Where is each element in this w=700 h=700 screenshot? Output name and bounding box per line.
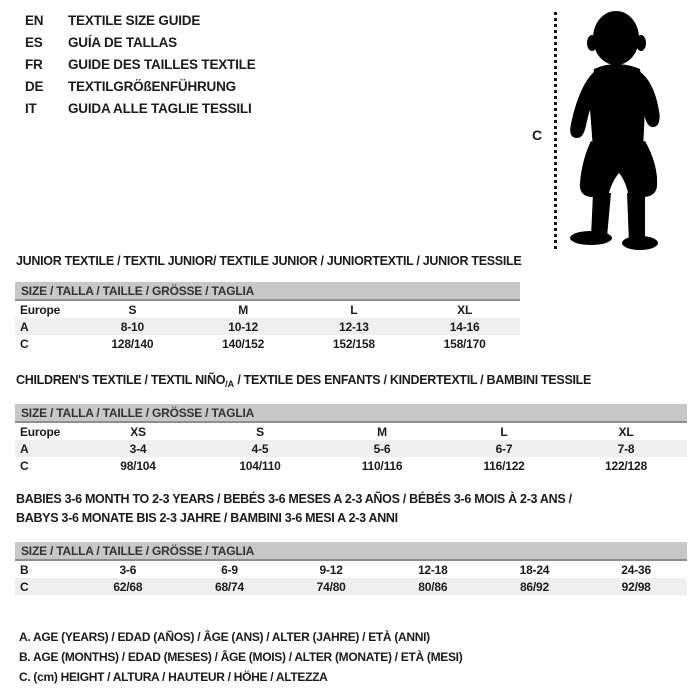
size-cell: 98/104 bbox=[120, 458, 156, 473]
lang-code: EN bbox=[25, 12, 44, 28]
row-label: C bbox=[20, 336, 29, 351]
size-cell: XL bbox=[618, 424, 634, 439]
size-cell: 24-36 bbox=[621, 562, 651, 577]
table-row bbox=[15, 457, 687, 474]
size-header-bar: SIZE / TALLA / TAILLE / GRÖSSE / TAGLIA bbox=[15, 282, 520, 301]
size-cell: 104/110 bbox=[239, 458, 281, 473]
size-cell: 10-12 bbox=[228, 319, 258, 334]
size-cell: 80/86 bbox=[418, 579, 448, 594]
size-cell: 3-4 bbox=[129, 441, 147, 456]
size-cell: 6-7 bbox=[495, 441, 513, 456]
row-label: A bbox=[20, 441, 29, 456]
size-cell: 7-8 bbox=[617, 441, 635, 456]
table-row bbox=[15, 335, 520, 352]
height-dotted-line bbox=[554, 12, 557, 252]
size-cell: 18-24 bbox=[519, 562, 550, 577]
size-cell: 116/122 bbox=[483, 458, 525, 473]
children-size-table bbox=[15, 404, 687, 474]
size-cell: 3-6 bbox=[119, 562, 137, 577]
babies-size-table bbox=[15, 542, 687, 595]
size-cell: 62/68 bbox=[113, 579, 143, 594]
size-cell: L bbox=[500, 424, 508, 439]
size-cell: 92/98 bbox=[621, 579, 651, 594]
size-cell: 152/158 bbox=[332, 336, 375, 351]
junior-table-title: JUNIOR TEXTILE / TEXTIL JUNIOR/ TEXTILE JUNIOR / JUNIORTEXTIL / JUNIOR TESSILE bbox=[16, 254, 522, 268]
size-cell: 128/140 bbox=[111, 336, 154, 351]
size-cell: 86/92 bbox=[519, 579, 549, 594]
lang-label: TEXTILE SIZE GUIDE bbox=[68, 12, 201, 28]
row-label: A bbox=[20, 319, 29, 334]
size-cell: 158/170 bbox=[443, 336, 486, 351]
row-label: C bbox=[20, 458, 29, 473]
size-cell: 5-6 bbox=[373, 441, 391, 456]
size-cell: 122/128 bbox=[605, 458, 647, 473]
children-title-sub: /A bbox=[225, 379, 235, 389]
lang-label: GUÍA DE TALLAS bbox=[68, 34, 177, 50]
height-measure-figure bbox=[518, 9, 688, 257]
children-title-post: / TEXTILE DES ENFANTS / KINDERTEXTIL / BAMBINI TESSILE bbox=[234, 373, 592, 387]
size-cell: 9-12 bbox=[319, 562, 343, 577]
footnote-c: C. (cm) HEIGHT / ALTURA / HAUTEUR / HÖHE / ALTEZZA bbox=[19, 670, 328, 684]
size-cell: 74/80 bbox=[316, 579, 346, 594]
size-cell: XS bbox=[130, 424, 146, 439]
size-cell: S bbox=[256, 424, 264, 439]
lang-row-es bbox=[25, 31, 256, 53]
size-cell: 12-18 bbox=[417, 562, 448, 577]
lang-code: ES bbox=[25, 34, 43, 50]
table-row bbox=[15, 561, 687, 578]
row-label: Europe bbox=[20, 302, 61, 317]
size-cell: 6-9 bbox=[221, 562, 238, 577]
lang-row-fr bbox=[25, 53, 256, 75]
figure-label-c: C bbox=[532, 127, 542, 143]
table-row bbox=[15, 440, 687, 457]
row-label: C bbox=[20, 579, 29, 594]
lang-code: DE bbox=[25, 78, 44, 94]
lang-row-it bbox=[25, 97, 256, 119]
size-header-bar: SIZE / TALLA / TAILLE / GRÖSSE / TAGLIA bbox=[15, 542, 687, 561]
size-cell: 140/152 bbox=[222, 336, 265, 351]
children-title-pre: CHILDREN'S TEXTILE / TEXTIL NIÑO bbox=[16, 373, 226, 387]
size-cell: 68/74 bbox=[214, 579, 244, 594]
size-cell: 4-5 bbox=[251, 441, 269, 456]
size-cell: 12-13 bbox=[339, 319, 369, 334]
lang-label: TEXTILGRÖßENFÜHRUNG bbox=[68, 78, 236, 94]
language-title-list bbox=[25, 9, 256, 119]
row-label: Europe bbox=[20, 424, 61, 439]
footnote-a: A. AGE (YEARS) / EDAD (AÑOS) / ÂGE (ANS) / ALTER (JAHRE) / ETÀ (ANNI) bbox=[19, 630, 430, 644]
size-cell: S bbox=[128, 302, 137, 317]
footnote-b: B. AGE (MONTHS) / EDAD (MESES) / ÂGE (MOIS) / ALTER (MONATE) / ETÀ (MESI) bbox=[19, 650, 463, 664]
lang-label: GUIDA ALLE TAGLIE TESSILI bbox=[68, 100, 252, 116]
row-label: B bbox=[20, 562, 29, 577]
toddler-silhouette-icon bbox=[565, 9, 675, 251]
lang-code: IT bbox=[25, 100, 37, 116]
size-cell: M bbox=[377, 424, 387, 439]
children-table-title bbox=[16, 371, 591, 394]
babies-title-line1: BABIES 3-6 MONTH TO 2-3 YEARS / BEBÉS 3-6 MESES A 2-3 AÑOS / BÉBÉS 3-6 MOIS À 2-3 ANS / bbox=[16, 492, 572, 506]
lang-row-en bbox=[25, 9, 256, 31]
table-row bbox=[15, 318, 520, 335]
size-cell: 110/116 bbox=[361, 458, 403, 473]
junior-size-table bbox=[15, 282, 520, 352]
table-row bbox=[15, 423, 687, 440]
size-header-bar: SIZE / TALLA / TAILLE / GRÖSSE / TAGLIA bbox=[15, 404, 687, 423]
lang-row-de bbox=[25, 75, 256, 97]
size-cell: L bbox=[350, 302, 358, 317]
babies-title-line2: BABYS 3-6 MONATE BIS 2-3 JAHRE / BAMBINI 3-6 MESI A 2-3 ANNI bbox=[16, 511, 398, 525]
table-row bbox=[15, 301, 520, 318]
babies-table-title bbox=[16, 490, 676, 528]
lang-label: GUIDE DES TAILLES TEXTILE bbox=[68, 56, 256, 72]
size-cell: 8-10 bbox=[120, 319, 144, 334]
lang-code: FR bbox=[25, 56, 43, 72]
size-cell: M bbox=[238, 302, 249, 317]
size-cell: 14-16 bbox=[449, 319, 480, 334]
table-row bbox=[15, 578, 687, 595]
size-cell: XL bbox=[457, 302, 473, 317]
footnote-legend bbox=[19, 627, 462, 687]
